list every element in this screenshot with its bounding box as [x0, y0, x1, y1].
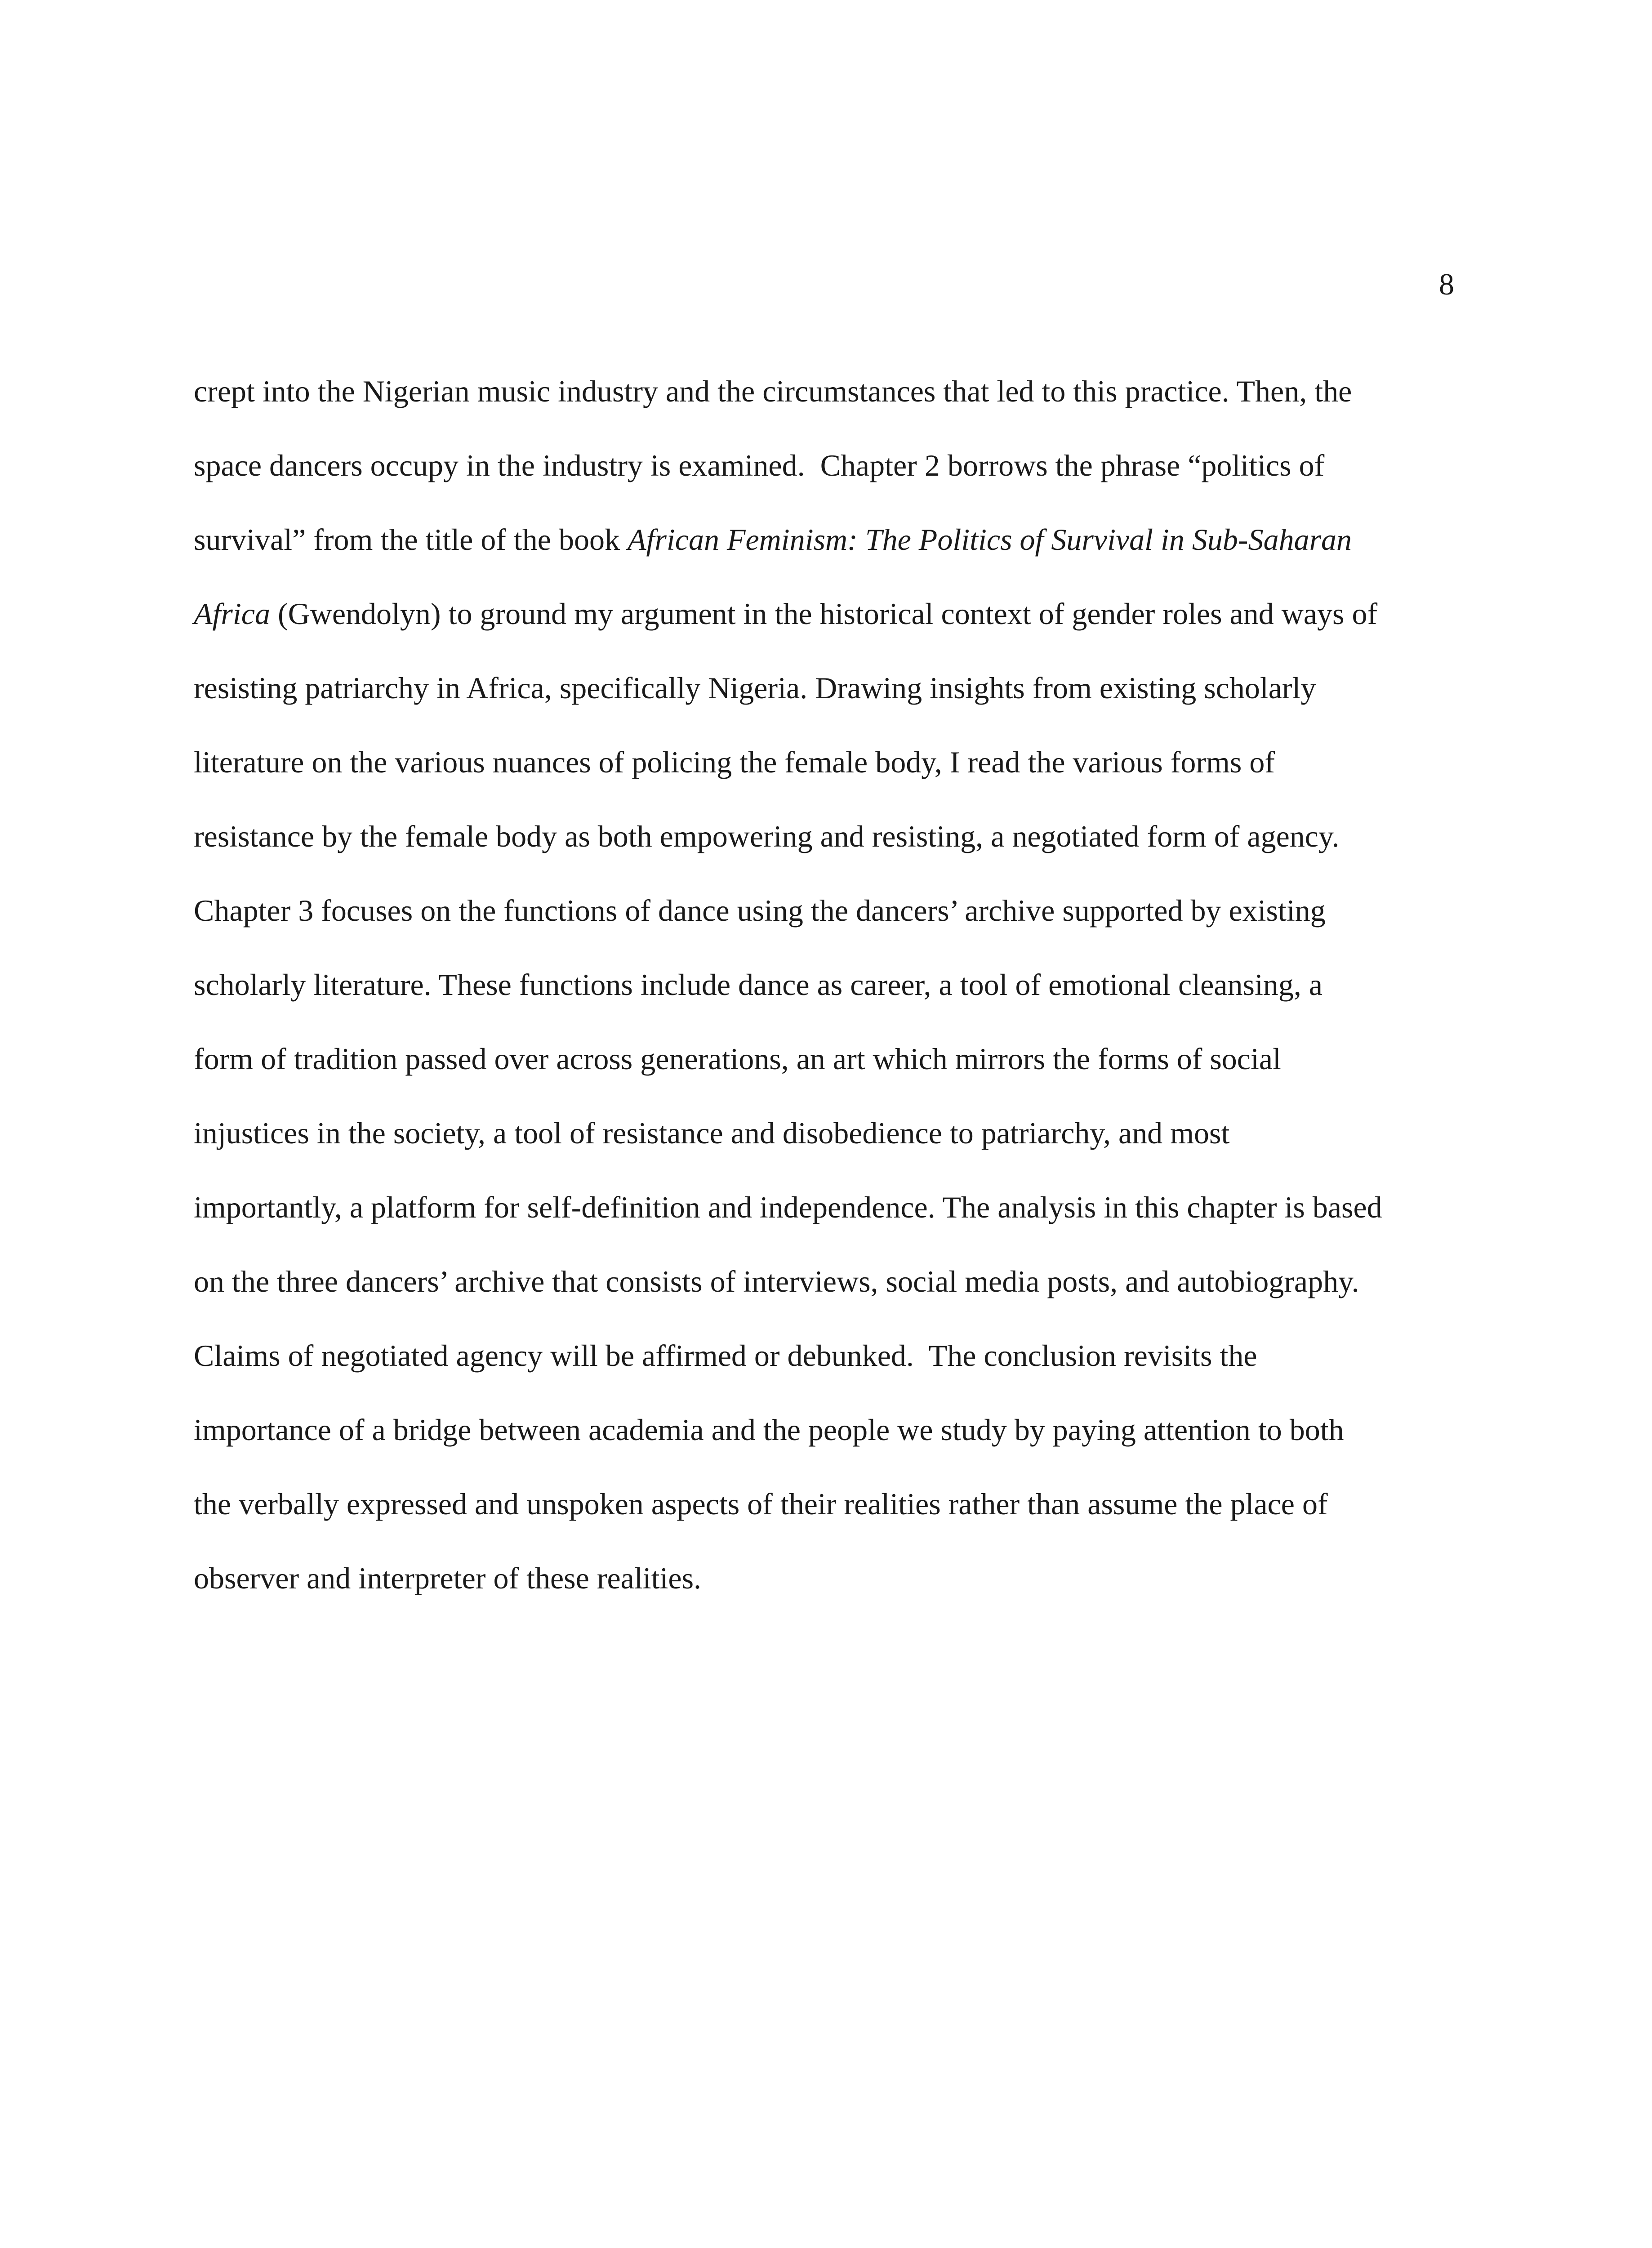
text-segment: injustices in the society, a tool of resistance and disobedience to patriarchy, and most	[194, 1116, 1230, 1150]
text-segment: survival” from the title of the book	[194, 522, 628, 557]
text-line	[194, 513, 1457, 587]
text-segment: resistance by the female body as both empowering and resisting, a negotiated form of agency.	[194, 819, 1340, 853]
book-title-italic: Africa	[194, 597, 270, 631]
text-line	[194, 958, 1457, 1032]
text-segment: scholarly literature. These functions include dance as career, a tool of emotional cleansing, a	[194, 968, 1323, 1002]
text-line	[194, 587, 1457, 661]
text-line	[194, 809, 1457, 883]
text-line	[194, 661, 1457, 735]
text-segment: on the three dancers’ archive that consists of interviews, social media posts, and autobiography.	[194, 1264, 1359, 1298]
text-segment: importance of a bridge between academia and the people we study by paying attention to both	[194, 1413, 1344, 1447]
text-line	[194, 1180, 1457, 1254]
text-segment: (Gwendolyn) to ground my argument in the historical context of gender roles and ways of	[270, 597, 1378, 631]
body-paragraph	[194, 364, 1457, 1625]
text-segment: space dancers occupy in the industry is examined. Chapter 2 borrows the phrase “politics of	[194, 448, 1325, 482]
text-line	[194, 438, 1457, 513]
text-segment: crept into the Nigerian music industry and the circumstances that led to this practice. Then, the	[194, 374, 1352, 408]
book-title-italic: African Feminism: The Politics of Survival in Sub-Saharan	[627, 522, 1352, 557]
text-segment: Chapter 3 focuses on the functions of dance using the dancers’ archive supported by existing	[194, 893, 1326, 928]
text-segment: the verbally expressed and unspoken aspects of their realities rather than assume the place of	[194, 1487, 1328, 1521]
text-line	[194, 1551, 1457, 1625]
text-line	[194, 1403, 1457, 1477]
text-segment: Claims of negotiated agency will be affirmed or debunked. The conclusion revisits the	[194, 1338, 1257, 1373]
text-line	[194, 364, 1457, 438]
text-segment: form of tradition passed over across generations, an art which mirrors the forms of social	[194, 1042, 1281, 1076]
text-line	[194, 1477, 1457, 1551]
text-segment: literature on the various nuances of policing the female body, I read the various forms of	[194, 745, 1275, 779]
text-segment: resisting patriarchy in Africa, specifically Nigeria. Drawing insights from existing scholarly	[194, 671, 1316, 705]
text-line	[194, 735, 1457, 809]
text-segment: observer and interpreter of these realities.	[194, 1561, 702, 1595]
page-number: 8	[1439, 267, 1454, 301]
text-line	[194, 1254, 1457, 1329]
text-segment: importantly, a platform for self-definition and independence. The analysis in this chapter is based	[194, 1190, 1382, 1224]
text-line	[194, 1329, 1457, 1403]
text-line	[194, 1106, 1457, 1180]
text-line	[194, 1032, 1457, 1106]
text-line	[194, 883, 1457, 958]
